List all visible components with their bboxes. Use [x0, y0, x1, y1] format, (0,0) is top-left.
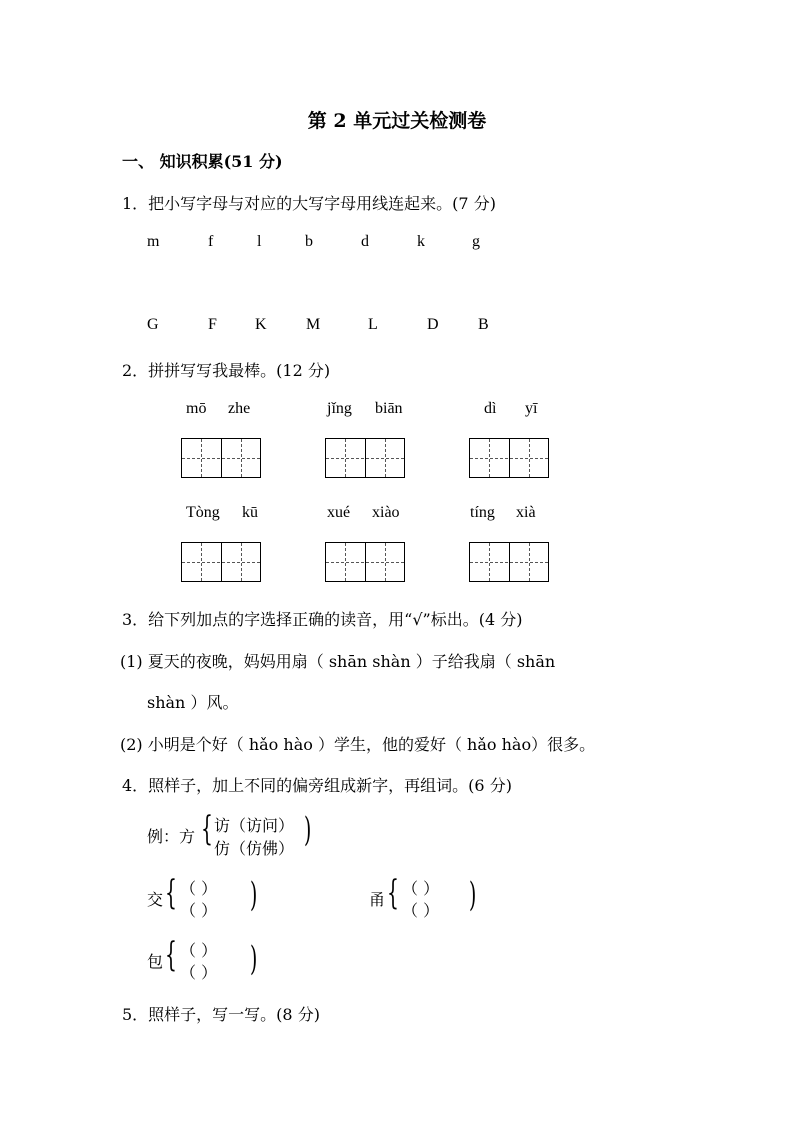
writing-grid[interactable]: [181, 438, 261, 478]
lowercase-letter: k: [417, 233, 425, 250]
writing-grid[interactable]: [181, 542, 261, 582]
left-brace: {: [201, 809, 213, 849]
left-brace: {: [165, 873, 177, 913]
example-word: 仿（仿佛）: [214, 839, 295, 858]
uppercase-letter: L: [368, 316, 378, 333]
section-heading: 一、 知识积累(51 分): [122, 152, 283, 171]
page-title: 第 2 单元过关检测卷: [307, 110, 487, 132]
question-4: 4．照样子，加上不同的偏旁组成新字，再组词。(6 分): [122, 776, 512, 795]
question-3-item-2: (2) 小明是个好（ hǎo hào ）学生，他的爱好（ hǎo hào）很多。: [120, 735, 596, 754]
lowercase-letter: l: [257, 233, 262, 250]
uppercase-letter: G: [147, 316, 159, 333]
pinyin: dì: [484, 400, 497, 417]
question-3: 3．给下列加点的字选择正确的读音，用“√”标出。(4 分): [122, 610, 523, 629]
left-brace: {: [387, 873, 399, 913]
lowercase-letter: m: [147, 233, 160, 250]
pinyin: tíng: [470, 504, 495, 521]
lowercase-letter: f: [208, 233, 214, 250]
uppercase-letter: K: [255, 316, 267, 333]
pinyin: xué: [327, 504, 351, 521]
pinyin: yī: [525, 400, 538, 417]
radical-char: 甬: [369, 890, 386, 909]
example-label: 例：方: [147, 827, 196, 846]
question-3-item-1-cont: shàn ）风。: [147, 693, 239, 712]
answer-blank[interactable]: （ ）: [402, 879, 440, 898]
answer-blank[interactable]: （ ）: [180, 879, 218, 898]
right-brace: ): [250, 939, 258, 979]
question-3-item-1: (1) 夏天的夜晚，妈妈用扇（ shān shàn ）子给我扇（ shān: [120, 652, 556, 671]
right-brace: ): [304, 810, 312, 850]
uppercase-letter: B: [478, 316, 489, 333]
answer-blank[interactable]: （ ）: [402, 901, 440, 920]
left-brace: {: [165, 935, 177, 975]
pinyin: jǐng: [327, 400, 352, 417]
example-word: 访（访问）: [214, 816, 295, 835]
question-2: 2．拼拼写写我最棒。(12 分): [122, 361, 331, 380]
writing-grid[interactable]: [469, 542, 549, 582]
question-5: 5．照样子，写一写。(8 分): [122, 1005, 320, 1024]
uppercase-letter: F: [208, 316, 217, 333]
uppercase-letter: M: [306, 316, 321, 333]
lowercase-letter: g: [472, 233, 480, 250]
lowercase-letter: b: [305, 233, 313, 250]
radical-char: 交: [147, 890, 164, 909]
pinyin: xià: [516, 504, 536, 521]
radical-char: 包: [147, 952, 164, 971]
right-brace: ): [469, 875, 477, 915]
writing-grid[interactable]: [469, 438, 549, 478]
pinyin: mō: [186, 400, 207, 417]
answer-blank[interactable]: （ ）: [180, 901, 218, 920]
lowercase-letter: d: [361, 233, 369, 250]
uppercase-letter: D: [427, 316, 439, 333]
pinyin: biān: [375, 400, 403, 417]
writing-grid[interactable]: [325, 438, 405, 478]
answer-blank[interactable]: （ ）: [180, 941, 218, 960]
answer-blank[interactable]: （ ）: [180, 963, 218, 982]
pinyin: kū: [242, 504, 258, 521]
pinyin: Tòng: [186, 504, 220, 521]
pinyin: zhe: [228, 400, 251, 417]
right-brace: ): [250, 875, 258, 915]
pinyin: xiào: [372, 504, 400, 521]
question-1: 1．把小写字母与对应的大写字母用线连起来。(7 分): [122, 194, 496, 213]
writing-grid[interactable]: [325, 542, 405, 582]
